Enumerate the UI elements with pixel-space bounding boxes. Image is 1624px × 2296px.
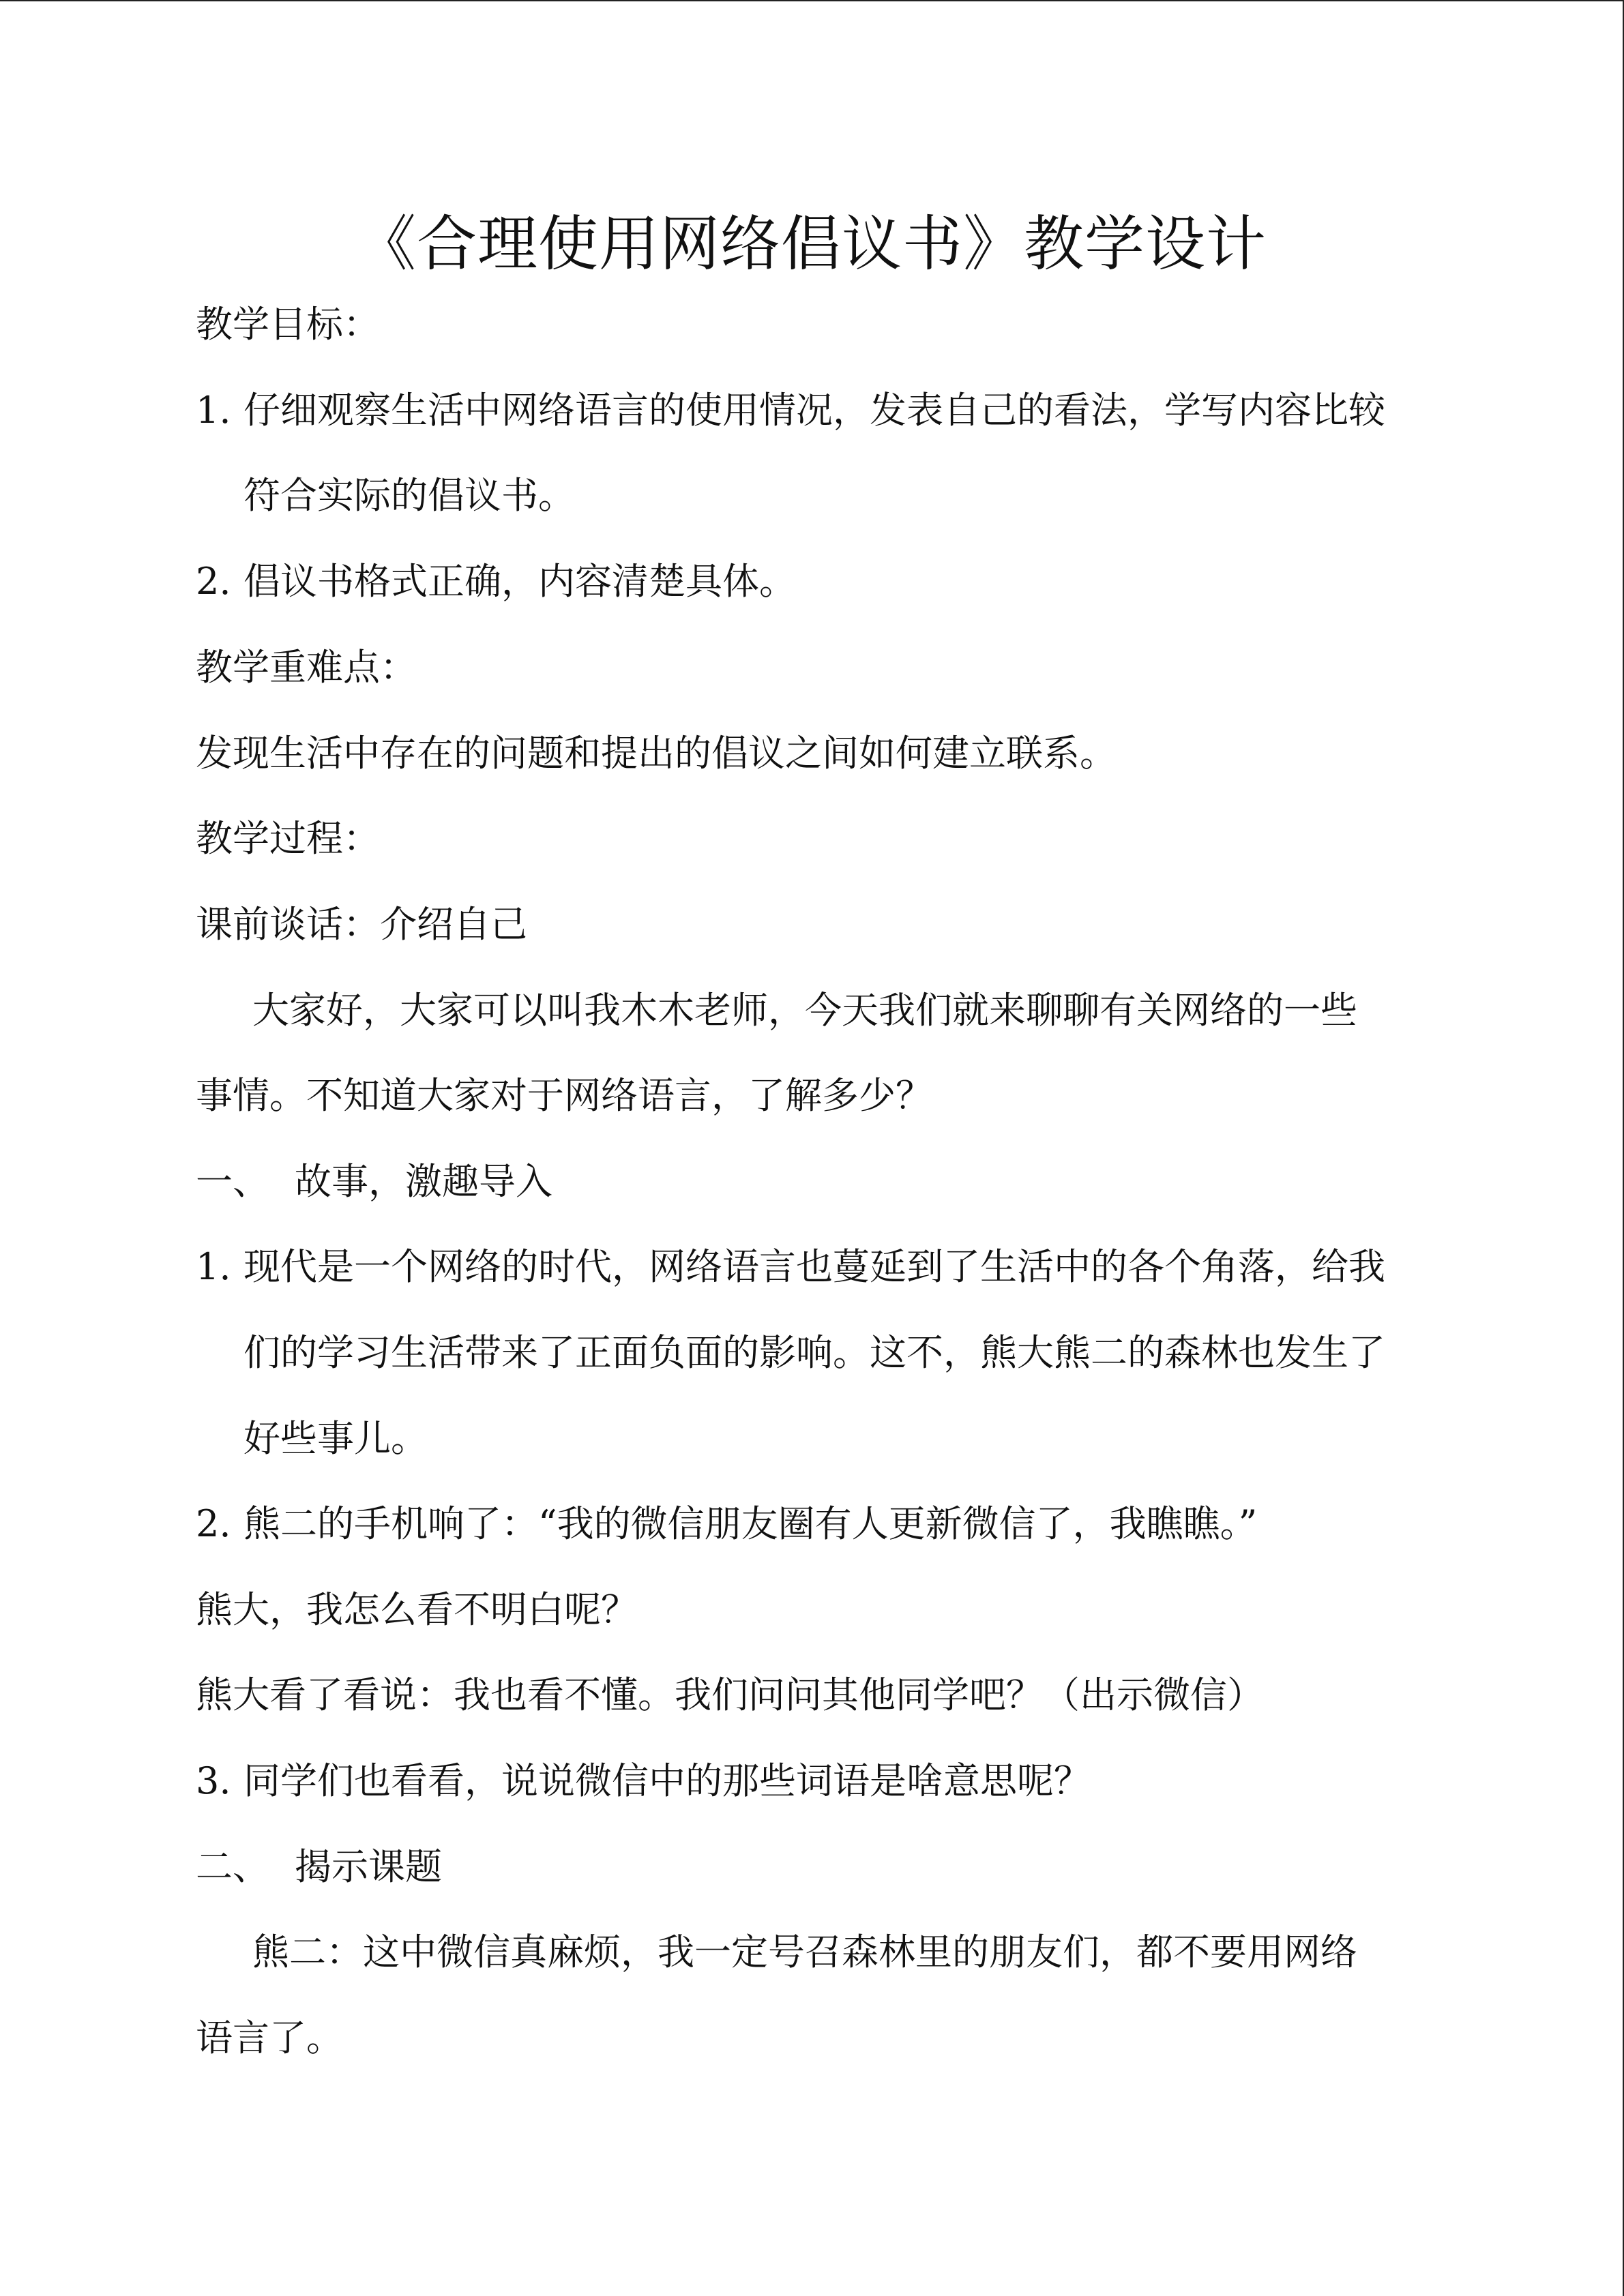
- document-title: 《合理使用网络倡议书》教学设计: [355, 209, 1267, 279]
- section-1-title: 故事，激趣导入: [295, 1160, 552, 1203]
- goal-2: [196, 557, 796, 606]
- goal-1-number: 1.: [196, 389, 231, 432]
- dialog-line-2: 熊大看了看说：我也看不懂。我们问问其他同学吧？（出示微信）: [196, 1673, 1264, 1716]
- section-1-item-1: [196, 1242, 1385, 1292]
- goal-1-text: 仔细观察生活中网络语言的使用情况，发表自己的看法，学写内容比较: [243, 389, 1385, 432]
- difficulty-text: 发现生活中存在的问题和提出的倡议之间如何建立联系。: [196, 732, 1117, 775]
- section-1-heading: [196, 1157, 552, 1206]
- section-1-item-3: [196, 1757, 1091, 1806]
- intro-paragraph-line-2: 事情。不知道大家对于网络语言，了解多少？: [196, 1074, 932, 1117]
- section-1-item-1-continuation-2: 好些事儿。: [243, 1417, 428, 1460]
- dialog-line-1: 熊大，我怎么看不明白呢？: [196, 1588, 638, 1631]
- section-1-item-2-text: 熊二的手机响了：“我的微信朋友圈有人更新微信了，我瞧瞧。”: [243, 1502, 1258, 1545]
- goal-1: [196, 386, 1385, 435]
- section-1-item-1-number: 1.: [196, 1245, 231, 1288]
- goals-heading: 教学目标：: [196, 303, 380, 346]
- section-1-item-1-continuation-1: 们的学习生活带来了正面负面的影响。这不，熊大熊二的森林也发生了: [243, 1331, 1385, 1374]
- goal-2-text: 倡议书格式正确，内容清楚具体。: [243, 560, 796, 603]
- goal-2-number: 2.: [196, 560, 231, 603]
- section-1-item-1-text: 现代是一个网络的时代，网络语言也蔓延到了生活中的各个角落，给我: [243, 1245, 1385, 1288]
- section-1-number: 一、: [196, 1160, 269, 1203]
- intro-paragraph-line-1: 大家好，大家可以叫我木木老师，今天我们就来聊聊有关网络的一些: [252, 989, 1357, 1032]
- section-1-item-3-text: 同学们也看看，说说微信中的那些词语是啥意思呢？: [243, 1759, 1091, 1802]
- section-2-paragraph-line-2: 语言了。: [196, 2016, 343, 2059]
- section-1-item-3-number: 3.: [196, 1759, 231, 1802]
- section-2-paragraph-line-1: 熊二：这中微信真麻烦，我一定号召森林里的朋友们，都不要用网络: [252, 1930, 1357, 1973]
- goal-1-continuation: 符合实际的倡议书。: [243, 474, 575, 517]
- section-2-number: 二、: [196, 1845, 269, 1888]
- section-1-item-2-number: 2.: [196, 1502, 231, 1545]
- section-1-item-2: [196, 1500, 1257, 1549]
- section-2-title: 揭示课题: [295, 1845, 442, 1888]
- difficulty-heading: 教学重难点：: [196, 646, 417, 689]
- pre-talk: 课前谈话：介绍自己: [196, 903, 527, 946]
- section-2-heading: [196, 1843, 442, 1892]
- process-heading: 教学过程：: [196, 817, 380, 860]
